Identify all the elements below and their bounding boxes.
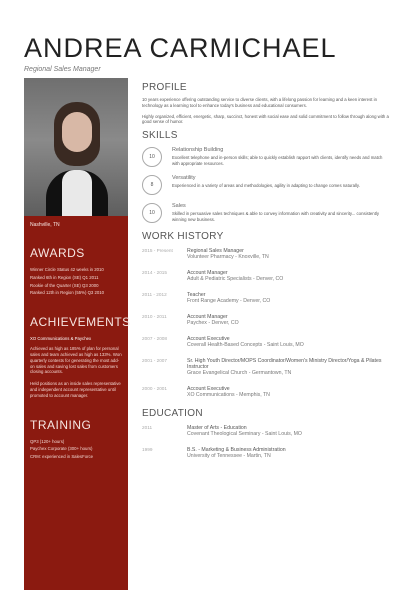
degree-name: Master of Arts - Education: [187, 425, 247, 432]
awards-title: AWARDS: [30, 246, 85, 260]
skill-name: Sales: [172, 203, 186, 210]
education-body: [187, 447, 390, 459]
job-title: Regional Sales Manager: [187, 248, 244, 255]
photo-face-shape: [62, 112, 92, 152]
resume-header: [24, 34, 390, 73]
work-item: [142, 314, 390, 326]
achievement-item: Achieved as high as 185% of plan for personal sales and team achieved as high as 133%. Won quarterly contests for generating the most add-on sales and saving lost sales from customers closing accounts.: [30, 346, 122, 375]
education-year: 2011: [142, 425, 153, 431]
work-item: [142, 336, 390, 348]
training-item: CRM: experienced in SalesForce: [30, 454, 94, 460]
skill-item: [142, 203, 390, 223]
training-title: TRAINING: [30, 417, 92, 432]
company-name: Grace Evangelical Church - Germantown, TN: [187, 370, 292, 377]
work-dates: 2000 - 2001: [142, 386, 168, 392]
work-body: [187, 358, 390, 376]
job-title: Teacher: [187, 292, 206, 299]
work-item: [142, 292, 390, 304]
work-item: [142, 248, 390, 260]
profile-title: PROFILE: [142, 82, 187, 93]
training-section: [24, 418, 128, 461]
degree-name: B.S. - Marketing & Business Administration: [187, 447, 286, 454]
work-dates: 2015 - Present: [142, 248, 173, 254]
candidate-name: ANDREA CARMICHAEL: [24, 33, 337, 63]
work-body: [187, 292, 390, 304]
skill-description: Experienced in a variety of areas and methodologies, agility in adapting to change comes naturally.: [172, 183, 360, 189]
achievements-subtitle: XO Communications & Paychex: [30, 336, 92, 342]
job-title: Account Manager: [187, 314, 228, 321]
job-title: Sr. High Youth Director/MOPS Coordinator/Women's Ministry Director/Yoga & Pilates Instructor: [187, 358, 382, 371]
education-item: [142, 425, 390, 437]
company-name: Volunteer Pharmacy - Knoxville, TN: [187, 254, 269, 261]
school-name: Covenant Theological Seminary - Saint Louis, MO: [187, 431, 302, 438]
profile-paragraph: 10 years experience offering outstanding service to diverse clients, with a lifelong passion for learning and a keen interest in technology as a learning tool to enhance today's business and educational consumers.: [142, 97, 377, 108]
work-dates: 2011 - 2012: [142, 292, 167, 298]
job-title: Account Manager: [187, 270, 228, 277]
work-body: [187, 314, 390, 326]
education-year: 1999: [142, 447, 153, 453]
work-body: [187, 270, 390, 282]
education-section: [142, 408, 390, 459]
work-dates: 2007 - 2008: [142, 336, 168, 342]
work-item: [142, 358, 390, 376]
skill-item: [142, 175, 390, 195]
skill-description: Excellent telephone and in-person skills; able to quickly establish rapport with clients, identify needs and match with appropriate resources.: [172, 155, 383, 166]
candidate-role: Regional Sales Manager: [24, 66, 101, 73]
award-item: Ranked 6th in Region (SE) Q1 2011: [30, 274, 99, 280]
skill-body: [172, 203, 390, 223]
work-history-title: WORK HISTORY: [142, 231, 224, 243]
skill-name: Relationship Building: [172, 147, 224, 154]
education-item: [142, 447, 390, 459]
job-title: Account Executive: [187, 336, 230, 343]
training-item: Paychex Corporate (300+ hours): [30, 446, 93, 452]
sidebar: [24, 78, 131, 590]
company-name: XO Communications - Memphis, TN: [187, 392, 270, 399]
photo-blouse-shape: [62, 170, 92, 216]
school-name: University of Tennessee - Martin, TN: [187, 453, 271, 460]
award-item: Winner Circle Status 42 weeks in 2010: [30, 267, 104, 272]
profile-paragraph: Highly organized, efficient, energetic, sharp, succinct, honest with social ease and solid commitment to follow through along with a good sense of humor.: [142, 113, 389, 125]
skills-title: SKILLS: [142, 130, 178, 142]
skill-level-badge: 10: [142, 203, 162, 223]
training-item: QP3 (120+ hours): [30, 438, 65, 444]
location-text: Nashville, TN: [30, 222, 60, 228]
job-title: Account Executive: [187, 386, 230, 393]
skill-body: [172, 175, 390, 189]
work-dates: 2001 - 2007: [142, 358, 168, 364]
education-body: [187, 425, 390, 437]
main-content: [142, 82, 390, 469]
award-item: Ranked 12th in Region (55%) Q3 2010: [30, 290, 105, 296]
work-item: [142, 386, 390, 398]
skill-body: [172, 147, 390, 167]
work-item: [142, 270, 390, 282]
skills-section: [142, 130, 390, 223]
work-history-section: [142, 231, 390, 398]
profile-photo: [24, 78, 128, 216]
work-body: [187, 248, 390, 260]
achievements-title: ACHIEVEMENTS: [30, 315, 131, 330]
skill-item: [142, 147, 390, 167]
skill-level-badge: 10: [142, 147, 162, 167]
company-name: Coverall Health-Based Concepts - Saint Louis, MO: [187, 342, 304, 349]
awards-section: [24, 246, 128, 297]
work-dates: 2010 - 2011: [142, 314, 167, 320]
award-item: Rookie of the Quarter (SE) Q3 2000: [30, 282, 99, 288]
profile-section: [142, 82, 390, 125]
work-dates: 2014 - 2015: [142, 270, 168, 276]
education-title: EDUCATION: [142, 408, 203, 420]
skill-description: Skilled in persuasive sales techniques & able to convey information with creativity and sincerity... consistently winning new business.: [172, 211, 379, 222]
company-name: Paychex - Denver, CO: [187, 320, 239, 327]
achievement-item: Held positions as an inside sales representative and independent account representative until promoted to account manager.: [30, 381, 121, 398]
achievements-section: [24, 315, 131, 399]
skill-name: Versatility: [172, 175, 196, 182]
work-body: [187, 386, 390, 398]
skill-level-badge: 8: [142, 175, 162, 195]
company-name: Front Range Academy - Denver, CO: [187, 298, 271, 305]
work-body: [187, 336, 390, 348]
company-name: Adult & Pediatric Specialists - Denver, CO: [187, 276, 284, 283]
